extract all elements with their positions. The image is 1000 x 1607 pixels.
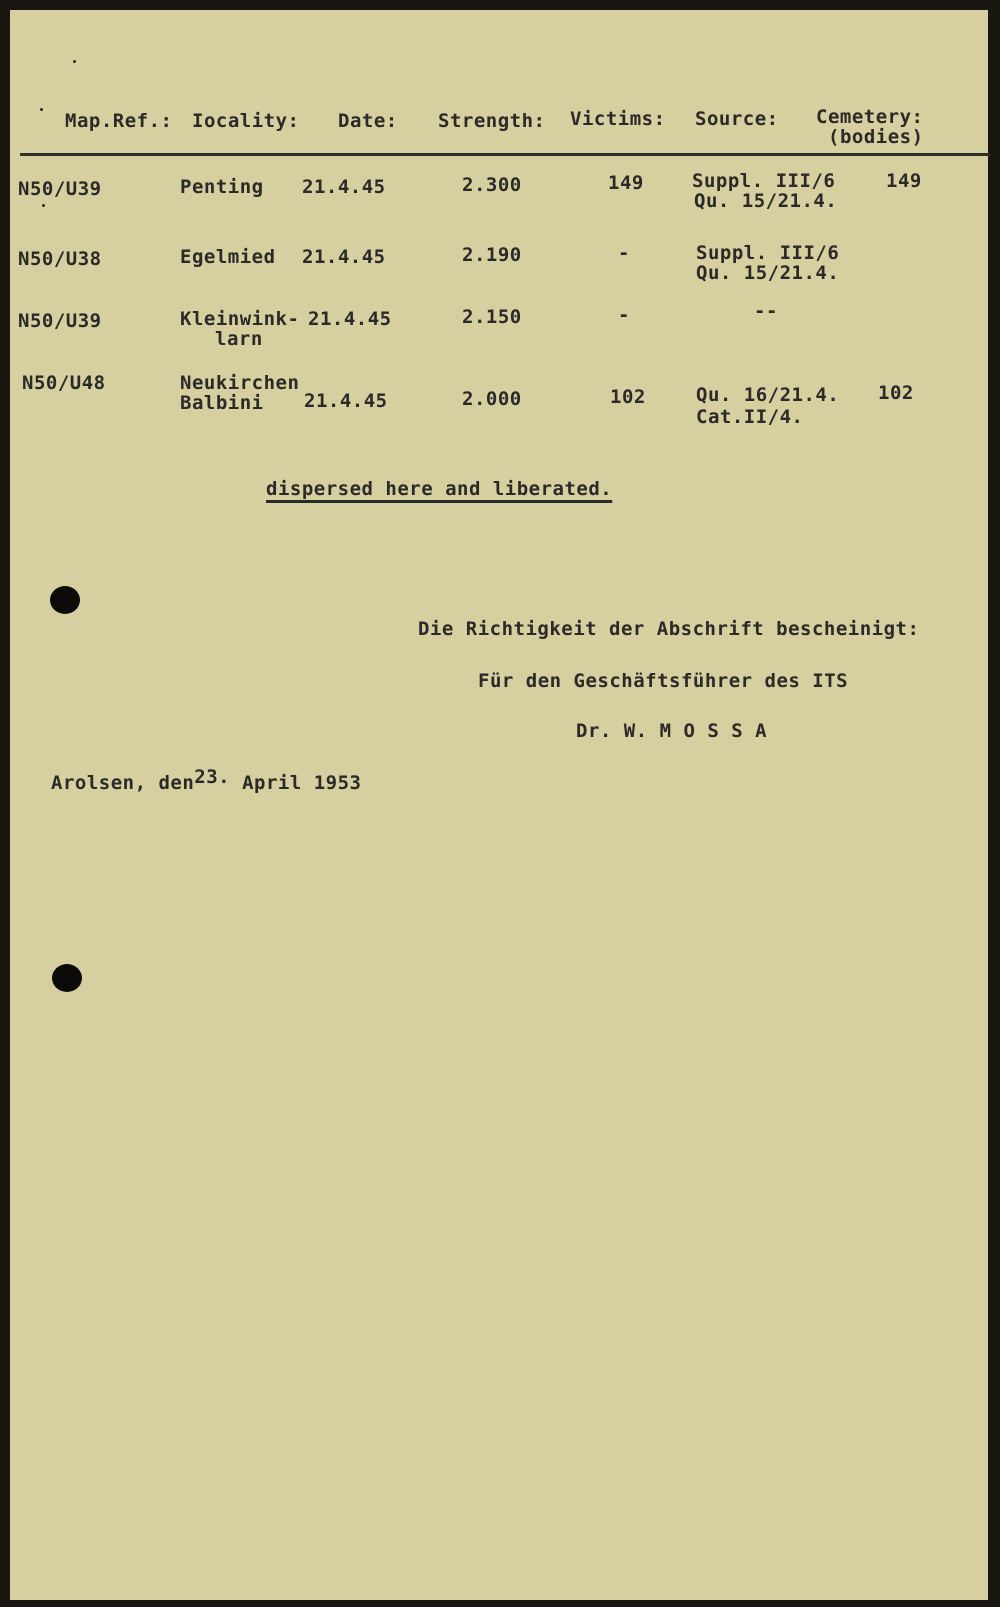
cell-source-line1: Suppl. III/6	[696, 242, 840, 264]
header-victims: Victims:	[570, 108, 666, 130]
header-date: Date:	[338, 110, 398, 132]
cell-cemetery: 149	[886, 170, 922, 192]
cell-locality: Kleinwink-	[180, 308, 300, 330]
place-date-day: 23.	[194, 766, 231, 788]
certification-office: Für den Geschäftsführer des ITS	[478, 670, 849, 692]
ink-speck	[42, 204, 45, 207]
cell-victims: 102	[610, 386, 646, 408]
place-date	[51, 766, 362, 794]
cell-victims: 149	[608, 172, 644, 194]
cell-locality: Egelmied	[180, 246, 276, 268]
cell-cemetery: 102	[878, 382, 914, 404]
header-map-ref: Map.Ref.:	[65, 110, 173, 132]
cell-date: 21.4.45	[308, 308, 392, 330]
cell-map-ref: N50/U38	[18, 248, 102, 270]
cell-strength: 2.150	[462, 306, 522, 328]
header-source: Source:	[695, 108, 779, 130]
cell-locality: Neukirchen	[180, 372, 300, 394]
cell-locality: Penting	[180, 176, 264, 198]
certification-signer: Dr. W. M O S S A	[576, 720, 768, 742]
cell-source-line1: Qu. 16/21.4.	[696, 384, 840, 406]
place-date-rest: April 1953	[242, 772, 362, 794]
ink-speck	[40, 108, 43, 111]
cell-source-line1: --	[754, 300, 778, 322]
certification-line: Die Richtigkeit der Abschrift bescheinigt:	[418, 618, 920, 640]
cell-locality-line2: Balbini	[180, 392, 264, 414]
cell-source-line2: Qu. 15/21.4.	[696, 262, 840, 284]
ink-speck	[73, 60, 76, 63]
cell-map-ref: N50/U48	[22, 372, 106, 394]
cell-strength: 2.300	[462, 174, 522, 196]
header-strength: Strength:	[438, 110, 546, 132]
cell-locality-line2: larn	[215, 328, 263, 350]
cell-map-ref: N50/U39	[18, 178, 102, 200]
note-text: dispersed here and liberated.	[266, 478, 613, 500]
place-date-prefix: Arolsen, den	[51, 772, 195, 794]
punch-hole	[50, 586, 80, 614]
cell-source-line2: Cat.II/4.	[696, 406, 804, 428]
header-cemetery: Cemetery:	[816, 106, 924, 128]
cell-victims: -	[618, 242, 630, 264]
punch-hole	[52, 964, 82, 992]
cell-date: 21.4.45	[302, 246, 386, 268]
cell-source-line2: Qu. 15/21.4.	[694, 190, 838, 212]
cell-victims: -	[618, 304, 630, 326]
header-cemetery-sub: (bodies)	[828, 126, 924, 148]
cell-strength: 2.000	[462, 388, 522, 410]
cell-source-line1: Suppl. III/6	[692, 170, 836, 192]
cell-date: 21.4.45	[302, 176, 386, 198]
header-locality: Iocality:	[192, 110, 300, 132]
header-rule	[20, 153, 990, 156]
cell-strength: 2.190	[462, 244, 522, 266]
cell-date: 21.4.45	[304, 390, 388, 412]
cell-map-ref: N50/U39	[18, 310, 102, 332]
document-page	[10, 10, 988, 1600]
